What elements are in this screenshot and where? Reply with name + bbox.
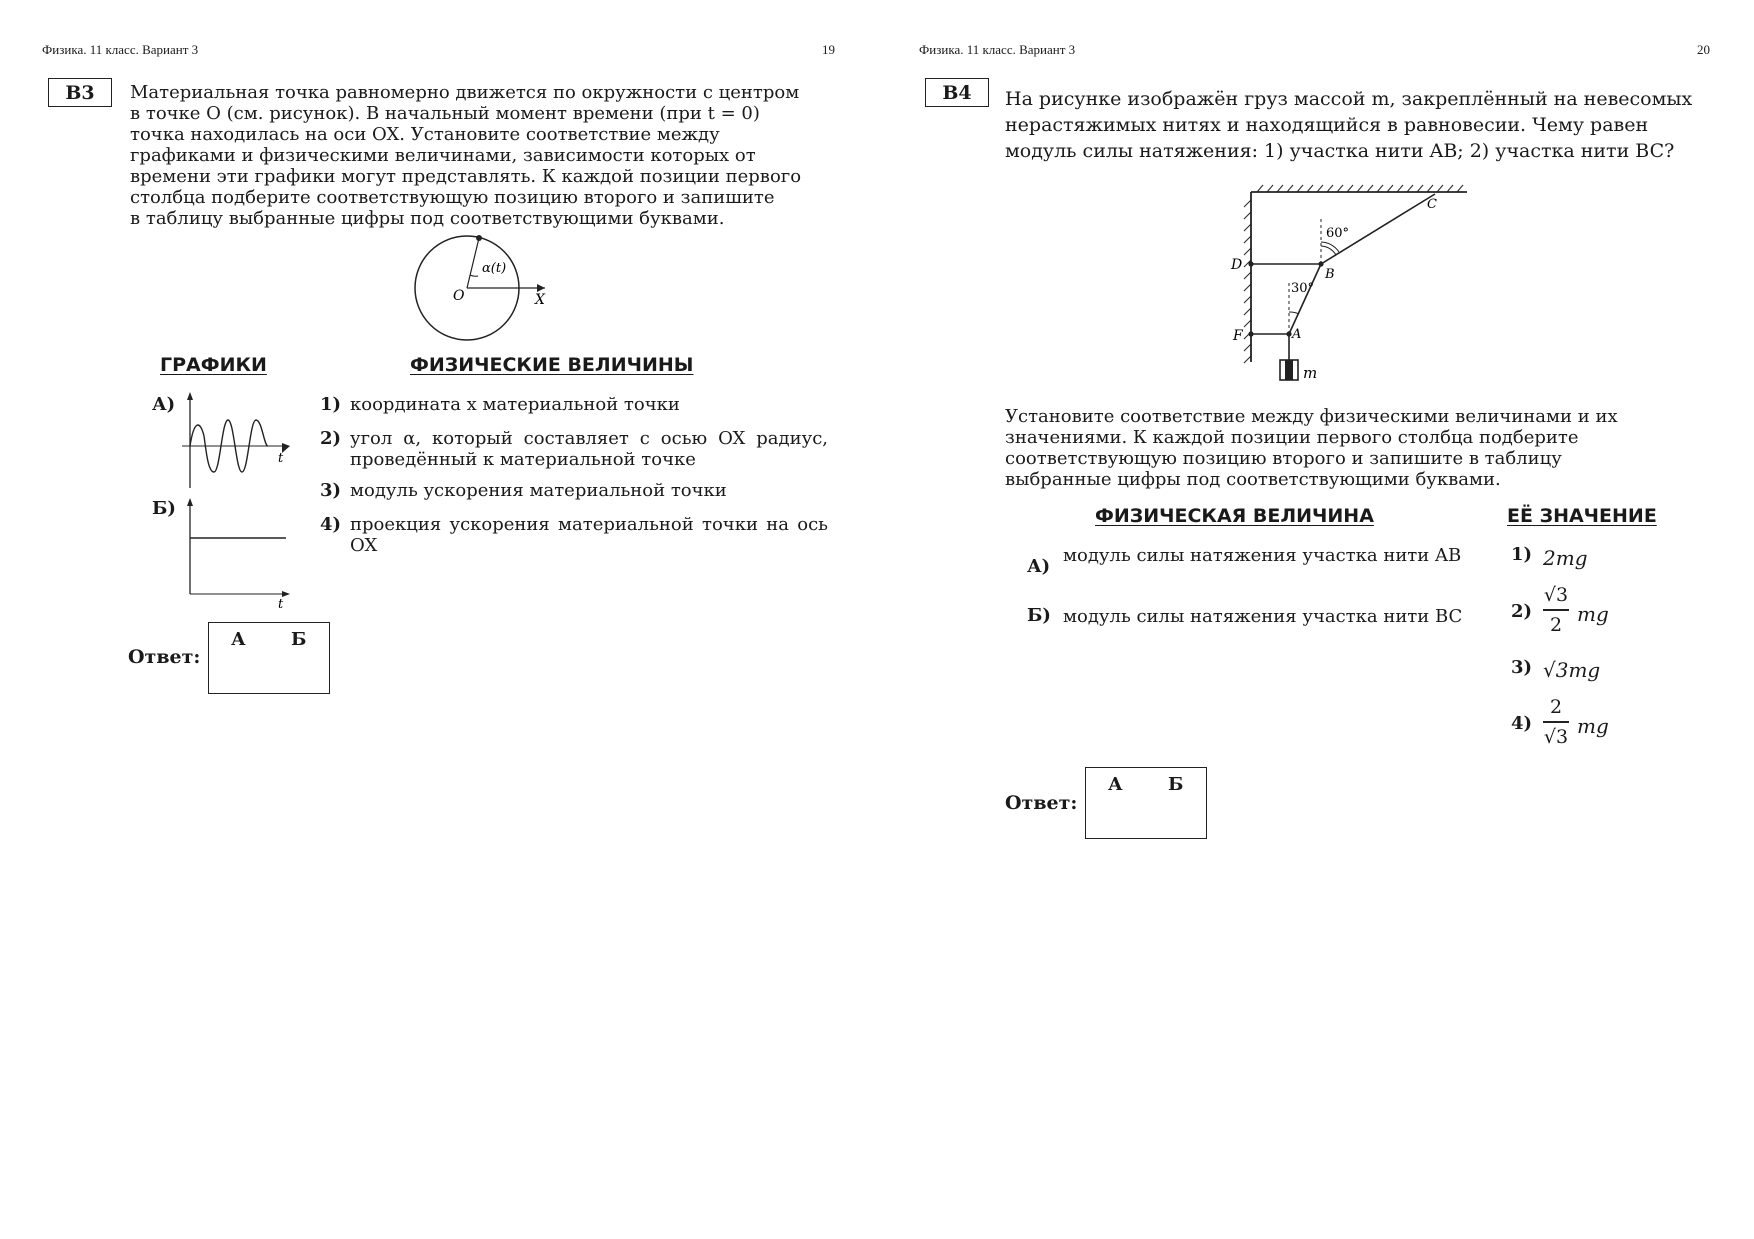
value-4-fraction [1543, 696, 1569, 748]
point-c-label: C [1427, 197, 1437, 212]
value-4-numerator: 2 [1549, 696, 1563, 718]
value-1: 2mg [1543, 546, 1588, 570]
value-4-suffix: mg [1577, 714, 1609, 738]
instruction-line: Установите соответствие между физическими величинами и их [1005, 406, 1618, 427]
value-2-suffix: mg [1577, 602, 1609, 626]
instruction-text [1005, 406, 1713, 490]
answer-label: Ответ: [128, 646, 201, 668]
task-line: времени эти графики могут представлять. К каждой позиции первого [130, 166, 802, 187]
mass-label: m [1303, 364, 1318, 382]
task-line: нерастяжимых нитях и находящийся в равновесии. Чему равен [1005, 114, 1649, 136]
angle-60-label: 60° [1326, 226, 1350, 241]
column-header-quantity: ФИЗИЧЕСКАЯ ВЕЛИЧИНА [1095, 505, 1374, 527]
angle-label: α(t) [482, 261, 507, 276]
axis-label: X [535, 292, 545, 308]
answer-col-b: Б [291, 629, 307, 650]
graph-a-axis-t: t [278, 451, 284, 466]
task-text [130, 82, 835, 229]
value-2-fraction [1543, 584, 1569, 636]
page-header: Физика. 11 класс. Вариант 3 [919, 42, 1076, 57]
column-header-value: ЕЁ ЗНАЧЕНИЕ [1507, 505, 1657, 527]
task-id-badge: В4 [925, 78, 989, 107]
item-a-text: модуль силы натяжения участка нити AB [1063, 545, 1462, 566]
value-4-num: 4) [1511, 713, 1533, 734]
answer-box[interactable] [1085, 767, 1207, 839]
point-f-label: F [1233, 328, 1243, 344]
task-line: графиками и физическими величинами, зависимости которых от [130, 145, 756, 166]
value-1-num: 1) [1511, 544, 1533, 565]
page-right [877, 0, 1754, 1239]
task-text [1005, 86, 1713, 164]
graph-a-label: А) [152, 394, 176, 415]
task-line: столбца подберите соответствующую позицию второго и запишите [130, 187, 775, 208]
item-a-label: А) [1027, 556, 1051, 577]
task-line: Материальная точка равномерно движется по окружности с центром [130, 82, 800, 103]
center-label: O [453, 288, 465, 304]
answer-col-a: А [231, 629, 246, 650]
angle-30-label: 30° [1291, 281, 1315, 296]
circle-figure [410, 232, 550, 344]
point-b-label: B [1325, 267, 1335, 282]
task-line: модуль силы натяжения: 1) участка нити AB; 2) участка нити BC? [1005, 140, 1675, 162]
answer-box[interactable] [208, 622, 330, 694]
column-header-graphs: ГРАФИКИ [160, 354, 267, 376]
point-d-label: D [1231, 257, 1243, 273]
task-line: На рисунке изображён груз массой m, закреплённый на невесомых [1005, 88, 1693, 110]
answer-col-a: А [1108, 774, 1123, 795]
tension-figure [1227, 182, 1467, 384]
value-2-numerator: √3 [1543, 584, 1569, 606]
value-3: √3mg [1543, 658, 1601, 682]
page-number: 19 [822, 42, 835, 57]
page-header: Физика. 11 класс. Вариант 3 [42, 42, 199, 57]
answer-col-b: Б [1168, 774, 1184, 795]
value-3-num: 3) [1511, 657, 1533, 678]
instruction-line: значениями. К каждой позиции первого столбца подберите [1005, 427, 1579, 448]
page-number: 20 [1697, 42, 1710, 57]
task-line: в таблицу выбранные цифры под соответствующими буквами. [130, 208, 725, 229]
option-4: 4) проекция ускорения материальной точки на ось OX [320, 514, 828, 556]
graph-b-label: Б) [152, 498, 176, 519]
point-a-label: A [1292, 327, 1302, 342]
task-line: в точке O (см. рисунок). В начальный момент времени (при t = 0) [130, 103, 760, 124]
instruction-line: соответствующую позицию второго и запишите в таблицу [1005, 448, 1562, 469]
graph-b-axis-t: t [278, 597, 284, 608]
item-b-text: модуль силы натяжения участка нити BC [1063, 606, 1463, 627]
item-b-label: Б) [1027, 605, 1051, 626]
option-3: 3) модуль ускорения материальной точки [320, 480, 727, 501]
instruction-line: выбранные цифры под соответствующими буквами. [1005, 469, 1501, 490]
task-line: точка находилась на оси OX. Установите соответствие между [130, 124, 720, 145]
answer-label: Ответ: [1005, 792, 1078, 814]
option-1: 1) координата x материальной точки [320, 394, 680, 415]
option-2: 2) угол α, который составляет с осью OX радиус, проведённый к материальной точке [320, 428, 828, 470]
value-2-denominator: 2 [1549, 613, 1563, 636]
task-id-badge: В3 [48, 78, 112, 107]
graph-b [178, 496, 290, 608]
value-2-num: 2) [1511, 601, 1533, 622]
graph-a [178, 390, 290, 490]
value-4-denominator: √3 [1543, 725, 1569, 748]
column-header-quantities: ФИЗИЧЕСКИЕ ВЕЛИЧИНЫ [410, 354, 694, 376]
